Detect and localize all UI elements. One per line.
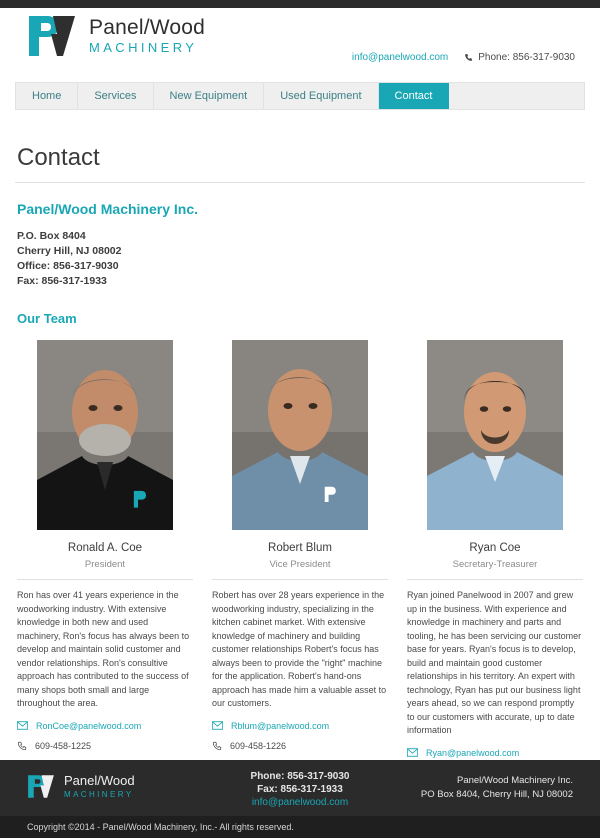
footer-address-line-2: PO Box 8404, Cherry Hill, NJ 08002 bbox=[420, 789, 573, 800]
address-line-3: Office: 856-317-9030 bbox=[17, 260, 119, 272]
team-member bbox=[212, 340, 388, 791]
member-phone: 609-458-1225 bbox=[35, 740, 92, 751]
member-role: Vice President bbox=[269, 559, 331, 570]
footer-bottom-bar bbox=[0, 816, 600, 838]
footer-phone: Phone: 856-317-9030 bbox=[250, 771, 350, 782]
team-section-heading: Our Team bbox=[17, 311, 77, 326]
member-email-link[interactable]: Ryan@panelwood.com bbox=[426, 747, 520, 758]
header-email-link[interactable]: info@panelwood.com bbox=[351, 52, 449, 63]
phone-icon bbox=[212, 741, 222, 751]
member-divider bbox=[407, 579, 583, 580]
nav-item-contact[interactable]: Contact bbox=[379, 83, 450, 109]
footer-brand-subtitle: MACHINERY bbox=[64, 789, 134, 799]
member-bio: Ron has over 41 years experience in the woodworking industry. With extensive knowledge in both new and used machinery, Ron's focus has always been to develop and maintain solid customer and vendor relationships. Ron's consultive approach has contributed to the success of many shops both small and large throughout the area. bbox=[17, 590, 190, 708]
member-photo bbox=[427, 340, 563, 530]
header-phone bbox=[464, 52, 575, 63]
member-name: Robert Blum bbox=[268, 542, 332, 554]
address-line-4: Fax: 856-317-1933 bbox=[17, 275, 107, 287]
footer-main bbox=[0, 760, 600, 816]
nav-item-home[interactable]: Home bbox=[16, 83, 78, 109]
member-phone-row bbox=[212, 741, 388, 751]
team-member bbox=[407, 340, 583, 791]
mail-icon bbox=[212, 721, 223, 730]
panelwood-logo-icon bbox=[27, 14, 77, 58]
member-divider bbox=[17, 579, 193, 580]
footer-brand-text bbox=[64, 774, 135, 799]
site-header bbox=[15, 8, 585, 76]
member-email-row[interactable] bbox=[407, 748, 583, 758]
header-contact bbox=[352, 52, 575, 63]
member-name: Ronald A. Coe bbox=[67, 542, 143, 554]
member-photo bbox=[37, 340, 173, 530]
portrait-robert-blum-icon bbox=[232, 340, 368, 530]
top-accent-bar bbox=[0, 0, 600, 8]
mail-icon bbox=[17, 721, 28, 730]
member-email-row[interactable] bbox=[212, 721, 388, 731]
mail-icon bbox=[407, 748, 418, 757]
team-member bbox=[17, 340, 193, 791]
page-title: Contact bbox=[17, 144, 100, 171]
nav-item-used-equipment[interactable]: Used Equipment bbox=[264, 83, 378, 109]
company-address bbox=[15, 229, 585, 289]
nav-spacer bbox=[449, 83, 584, 109]
brand-logo-link[interactable] bbox=[27, 14, 205, 58]
phone-icon bbox=[17, 741, 27, 751]
member-role: President bbox=[84, 559, 126, 570]
member-email-link[interactable]: RonCoe@panelwood.com bbox=[36, 720, 142, 731]
portrait-ronald-coe-icon bbox=[37, 340, 173, 530]
phone-icon bbox=[464, 53, 473, 62]
member-phone: 609-458-1226 bbox=[230, 740, 287, 751]
site-footer bbox=[0, 760, 600, 838]
team-list bbox=[15, 340, 585, 791]
footer-brand-title: Panel/Wood bbox=[64, 773, 135, 789]
footer-contact bbox=[251, 770, 350, 809]
member-email-row[interactable] bbox=[17, 721, 193, 731]
address-line-2: Cherry Hill, NJ 08002 bbox=[17, 245, 122, 257]
member-bio: Robert has over 28 years experience in the woodworking industry, specializing in the kitchen cabinet market. With extensive knowledge of machinery and building customer relationships Robert's focus has always been to provide the "right" machine for the application. Robert's hand-ons approach has made him a valuable asset to our customers. bbox=[212, 590, 387, 708]
address-line-1: P.O. Box 8404 bbox=[17, 230, 86, 242]
header-phone-label: Phone: 856-317-9030 bbox=[478, 52, 575, 63]
footer-address bbox=[421, 774, 573, 802]
footer-address-line-1: Panel/Wood Machinery Inc. bbox=[457, 775, 573, 786]
nav-item-new-equipment[interactable]: New Equipment bbox=[154, 83, 265, 109]
header-container bbox=[15, 8, 585, 791]
member-role: Secretary-Treasurer bbox=[452, 559, 538, 570]
member-email-link[interactable]: Rblum@panelwood.com bbox=[231, 720, 330, 731]
title-divider bbox=[15, 182, 585, 183]
brand-title: Panel/Wood bbox=[89, 16, 206, 40]
member-photo bbox=[232, 340, 368, 530]
portrait-ryan-coe-icon bbox=[427, 340, 563, 530]
brand-subtitle: MACHINERY bbox=[89, 40, 198, 56]
company-name: Panel/Wood Machinery Inc. bbox=[17, 201, 199, 217]
member-phone-row bbox=[17, 741, 193, 751]
main-navigation bbox=[15, 82, 585, 110]
brand-text bbox=[89, 17, 205, 55]
member-divider bbox=[212, 579, 388, 580]
footer-email-link[interactable]: info@panelwood.com bbox=[251, 797, 349, 808]
panelwood-logo-icon bbox=[27, 774, 55, 799]
footer-fax: Fax: 856-317-1933 bbox=[257, 784, 343, 795]
copyright-text: Copyright ©2014 - Panel/Wood Machinery, Inc.- All rights reserved. bbox=[27, 822, 294, 832]
member-bio: Ryan joined Panelwood in 2007 and grew up in the business. With experience and knowledge in machinery and parts and tooling, he has been servicing our customer base for years. Ryan's focus is to develop, build and maintain good customer relationships in his territory. An expert with technology, Ryan has put our business light years ahead, so we can respond promptly to our customers with accurate, up to date information bbox=[407, 590, 582, 735]
footer-inner bbox=[15, 760, 585, 816]
footer-brand-link[interactable] bbox=[27, 774, 135, 799]
nav-item-services[interactable]: Services bbox=[78, 83, 153, 109]
member-name: Ryan Coe bbox=[469, 542, 521, 554]
